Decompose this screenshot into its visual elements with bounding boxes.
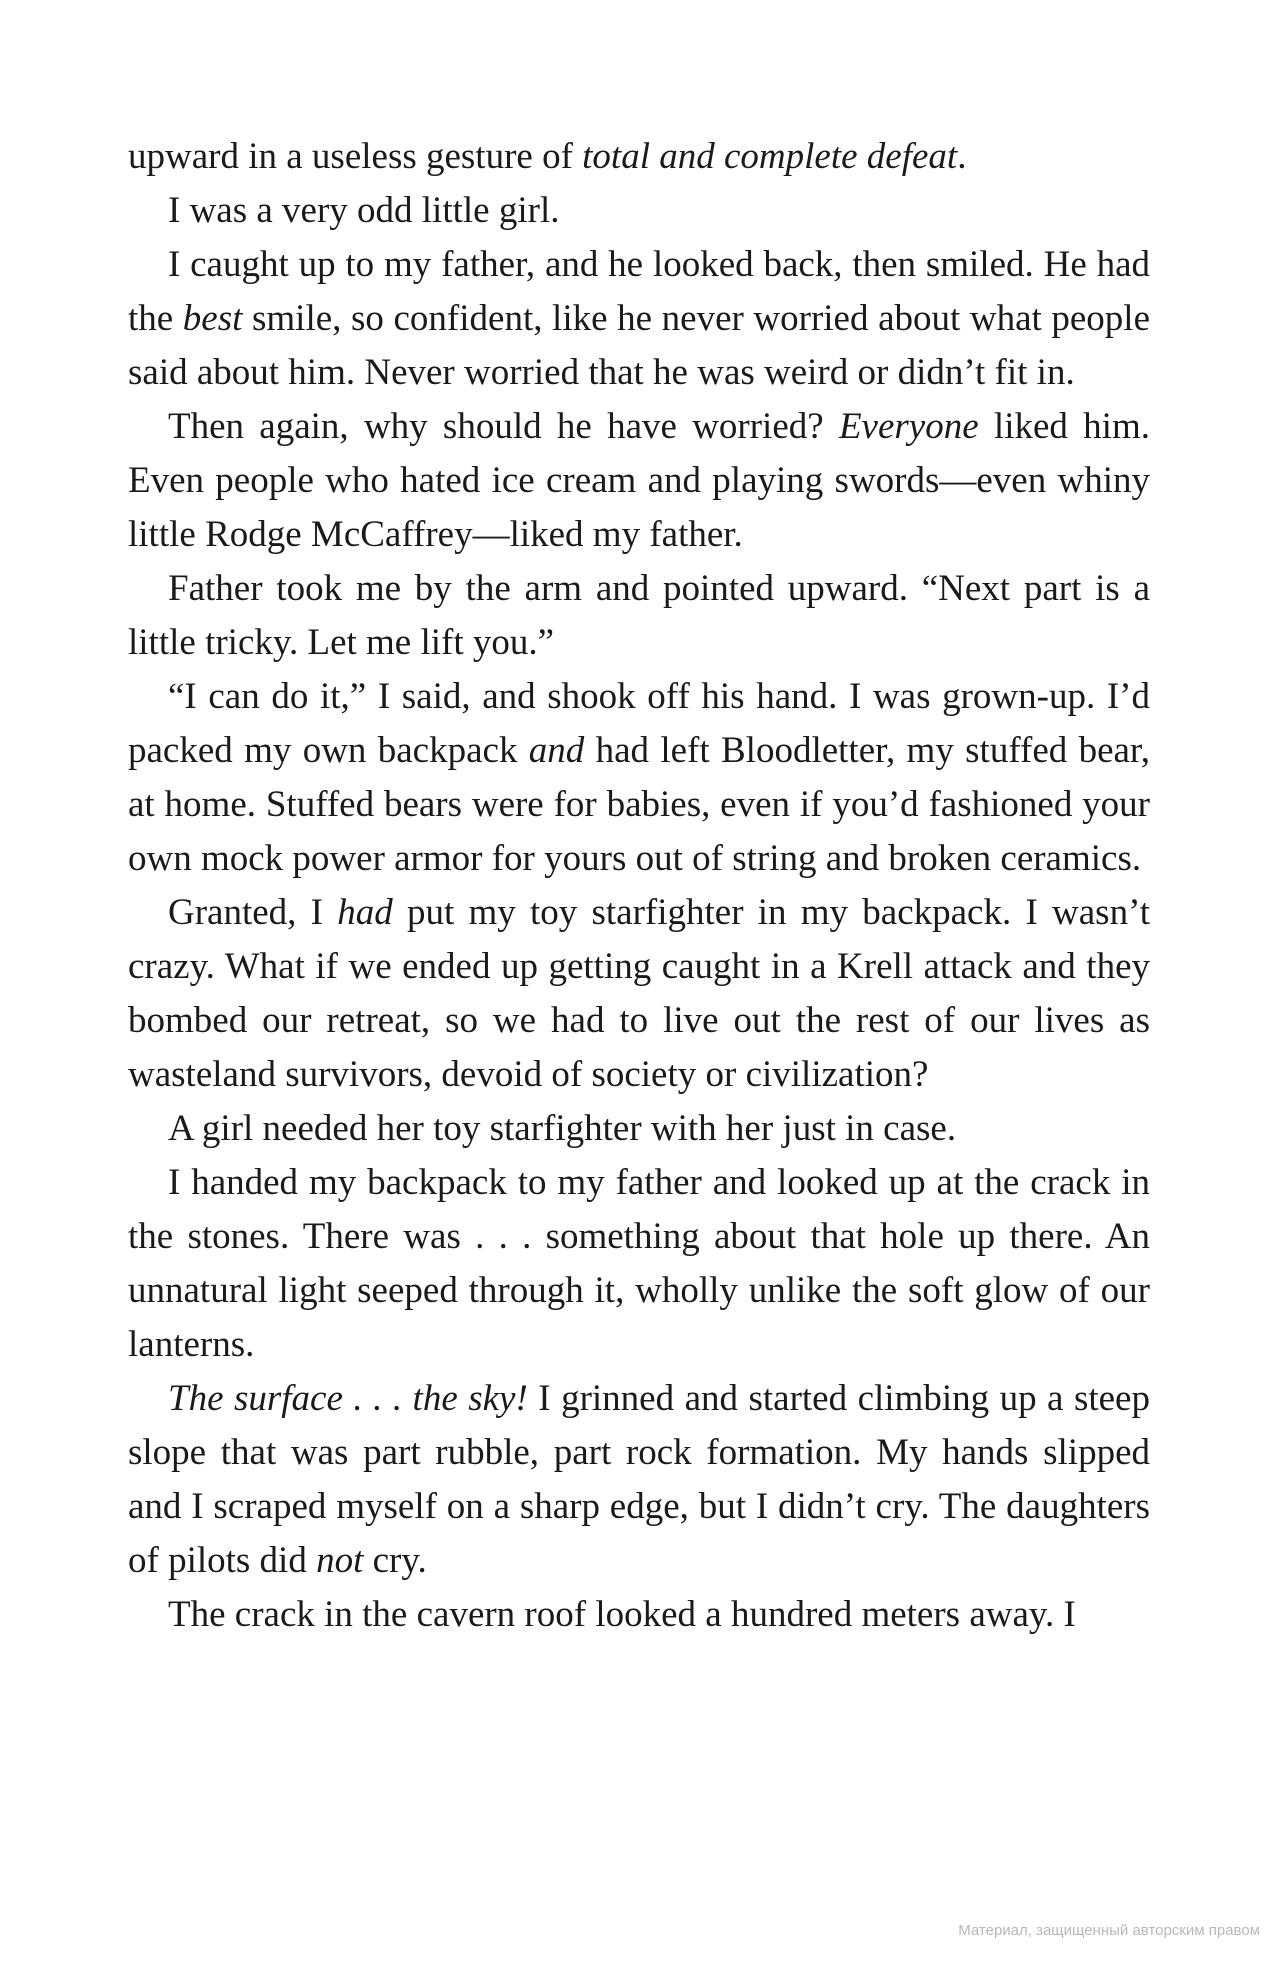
text-run: upward in a useless gesture of — [128, 136, 583, 177]
text-run: put my toy starfighter in my backpack. I wasn’t crazy. What if we ended up getting caught in a Krell attack and they bombed our retreat, so we had to live out the rest of our lives as wasteland survivors, devoid of society or civilization? — [128, 892, 1150, 1095]
paragraph-6 — [128, 670, 1150, 886]
paragraph-5 — [128, 562, 1150, 670]
paragraph-1 — [128, 130, 1150, 184]
italic-text: not — [316, 1540, 364, 1581]
text-run: The crack in the cavern roof looked a hundred meters away. I — [168, 1594, 1076, 1635]
text-run: I handed my backpack to my father and looked up at the crack in the stones. There was . . . something about that hole up there. An unnatural light seeped through it, wholly unlike the soft glow of our lanterns. — [128, 1162, 1150, 1365]
book-page — [128, 130, 1150, 1642]
text-run: had left Bloodletter, my stuffed bear, at home. Stuffed bears were for babies, even if you’d fashioned your own mock power armor for yours out of string and broken ceramics. — [128, 730, 1150, 879]
paragraph-9 — [128, 1156, 1150, 1372]
italic-text: had — [337, 892, 393, 933]
text-run: I was a very odd little girl. — [168, 190, 560, 231]
paragraph-11 — [128, 1588, 1150, 1642]
italic-text: The surface . . . the sky! — [168, 1378, 528, 1419]
text-run: I grinned and started climbing up a steep slope that was part rubble, part rock formation. My hands slipped and I scraped myself on a sharp edge, but I didn’t cry. The daughters of pilots did — [128, 1378, 1150, 1581]
paragraph-3 — [128, 238, 1150, 400]
italic-text: total and complete defeat — [582, 136, 958, 177]
text-run: “I can do it,” I said, and shook off his hand. I was grown-up. I’d packed my own backpack — [128, 676, 1150, 771]
text-run: A girl needed her toy starfighter with her just in case. — [168, 1108, 957, 1149]
text-run: cry. — [363, 1540, 427, 1581]
text-run: I caught up to my father, and he looked back, then smiled. He had the — [128, 244, 1150, 339]
text-run: Father took me by the arm and pointed upward. “Next part is a little tricky. Let me lift you.” — [128, 568, 1150, 663]
copyright-watermark: Материал, защищенный авторским правом — [958, 1922, 1260, 1939]
text-run: smile, so confident, like he never worried about what people said about him. Never worried that he was weird or didn’t fit in. — [128, 298, 1150, 393]
paragraph-8 — [128, 1102, 1150, 1156]
italic-text: Everyone — [838, 406, 979, 447]
paragraph-2 — [128, 184, 1150, 238]
text-run: Granted, I — [168, 892, 338, 933]
text-run: liked him. Even people who hated ice cream and playing swords—even whiny little Rodge McCaffrey—liked my father. — [128, 406, 1150, 555]
paragraph-4 — [128, 400, 1150, 562]
paragraph-10 — [128, 1372, 1150, 1588]
text-run: Then again, why should he have worried? — [168, 406, 839, 447]
italic-text: and — [528, 730, 585, 771]
text-run: . — [957, 136, 967, 177]
paragraph-7 — [128, 886, 1150, 1102]
italic-text: best — [182, 298, 243, 339]
